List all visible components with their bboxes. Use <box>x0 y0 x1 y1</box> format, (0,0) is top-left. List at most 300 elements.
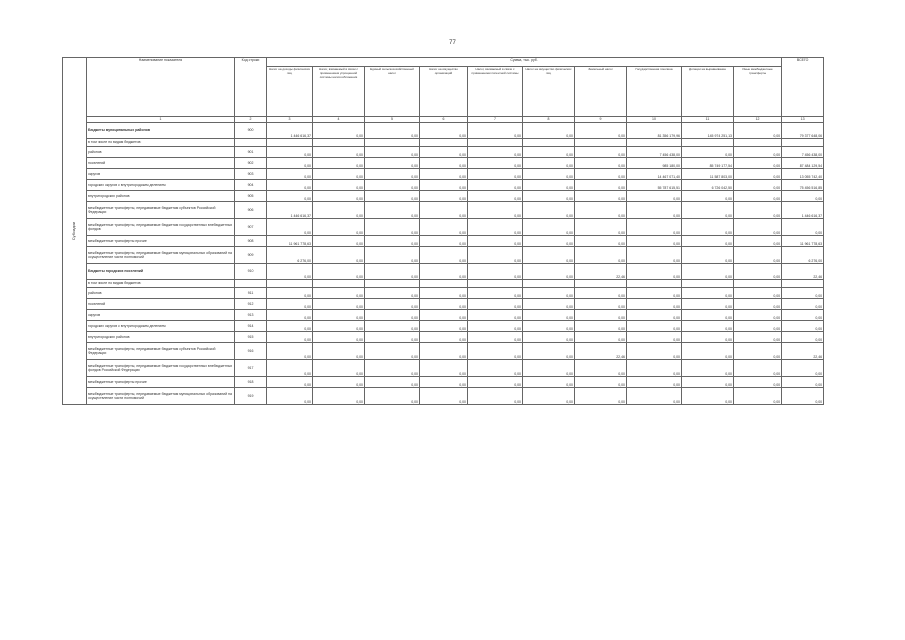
cell-value: 0,00 <box>627 247 682 264</box>
cell-value: 0,00 <box>627 236 682 247</box>
cell-value: 0,00 <box>313 388 365 405</box>
row-label: межбюджетные трансферты, передаваемые бюджетам субъектов Российской Федерации <box>87 202 235 219</box>
cell-value: 0,00 <box>782 299 824 310</box>
cell-value: 0,00 <box>575 288 627 299</box>
cell-value: 0,00 <box>313 123 365 139</box>
row-code: 917 <box>235 360 267 377</box>
cell-value: 22,46 <box>575 264 627 280</box>
cell-value: 0,00 <box>575 310 627 321</box>
cell-value: 0,00 <box>734 332 782 343</box>
cell-value: 0,00 <box>365 236 420 247</box>
cell-value: 0,00 <box>313 169 365 180</box>
cell-value: 0,00 <box>365 388 420 405</box>
cell-value: 0,00 <box>365 321 420 332</box>
cell-value: 0,00 <box>313 321 365 332</box>
cell-value: 0,00 <box>420 310 468 321</box>
cell-value: 0,00 <box>313 299 365 310</box>
cell-value: 0,00 <box>782 388 824 405</box>
cell-value: 6 276,00 <box>782 247 824 264</box>
row-code: 910 <box>235 264 267 280</box>
header-name: Наименование показателя <box>87 58 235 117</box>
row-label: межбюджетные трансферты прочие <box>87 236 235 247</box>
row-label: межбюджетные трансферты, передаваемые бюджетам муниципальных образований на осуществление части полномочий <box>87 388 235 405</box>
cell-value <box>523 139 575 147</box>
cell-value: 22,46 <box>782 343 824 360</box>
row-code: 906 <box>235 202 267 219</box>
cell-value: 0,00 <box>468 264 523 280</box>
cell-value: 0,00 <box>523 321 575 332</box>
cell-value: 0,00 <box>420 158 468 169</box>
row-code: 915 <box>235 332 267 343</box>
cell-value <box>313 280 365 288</box>
cell-value: 0,00 <box>420 180 468 191</box>
cell-value: 0,00 <box>365 310 420 321</box>
cell-value: 0,00 <box>365 332 420 343</box>
cell-value <box>365 139 420 147</box>
cell-value: 0,00 <box>523 158 575 169</box>
cell-value <box>468 139 523 147</box>
cell-value: 0,00 <box>267 288 313 299</box>
cell-value: 0,00 <box>734 180 782 191</box>
table-row <box>63 147 824 158</box>
row-label: Бюджеты муниципальных районов <box>87 123 235 139</box>
cell-value: 0,00 <box>575 202 627 219</box>
cell-value: 0,00 <box>313 377 365 388</box>
cell-value: 0,00 <box>575 219 627 236</box>
section-row <box>63 264 824 280</box>
cell-value: 0,00 <box>682 360 734 377</box>
row-code: 904 <box>235 180 267 191</box>
cell-value: 0,00 <box>682 288 734 299</box>
column-header: Дотации на выравнивание <box>682 67 734 117</box>
row-code: 911 <box>235 288 267 299</box>
cell-value <box>267 139 313 147</box>
cell-value <box>575 280 627 288</box>
row-code <box>235 139 267 147</box>
cell-value: 0,00 <box>313 288 365 299</box>
column-number: 5 <box>365 117 420 123</box>
cell-value: 0,00 <box>575 299 627 310</box>
cell-value: 145 974 251,13 <box>682 123 734 139</box>
cell-value: 0,00 <box>420 343 468 360</box>
cell-value <box>267 280 313 288</box>
cell-value <box>575 139 627 147</box>
column-number: 6 <box>420 117 468 123</box>
cell-value: 0,00 <box>734 158 782 169</box>
table-row <box>63 299 824 310</box>
cell-value <box>682 280 734 288</box>
cell-value: 0,00 <box>468 123 523 139</box>
cell-value <box>627 280 682 288</box>
column-number: 12 <box>734 117 782 123</box>
column-number: 13 <box>782 117 824 123</box>
cell-value: 0,00 <box>575 321 627 332</box>
row-label: межбюджетные трансферты, передаваемые бюджетам субъектов Российской Федерации <box>87 343 235 360</box>
cell-value: 0,00 <box>420 169 468 180</box>
column-header: Иные межбюджетные трансферты <box>734 67 782 117</box>
report-table <box>62 57 824 405</box>
side-label-cell <box>63 58 87 405</box>
column-number: 2 <box>235 117 267 123</box>
cell-value: 0,00 <box>365 180 420 191</box>
cell-value: 0,00 <box>575 169 627 180</box>
cell-value: 0,00 <box>682 343 734 360</box>
cell-value: 0,00 <box>468 343 523 360</box>
cell-value: 0,00 <box>313 180 365 191</box>
cell-value <box>734 139 782 147</box>
row-code: 900 <box>235 123 267 139</box>
cell-value: 0,00 <box>468 191 523 202</box>
cell-value: 0,00 <box>734 377 782 388</box>
column-number: 10 <box>627 117 682 123</box>
column-number: 9 <box>575 117 627 123</box>
cell-value: 0,00 <box>734 299 782 310</box>
row-code <box>235 280 267 288</box>
cell-value: 0,00 <box>365 288 420 299</box>
cell-value: 0,00 <box>420 264 468 280</box>
row-label: межбюджетные трансферты, передаваемые бюджетам муниципальных образований на осуществление части полномочий <box>87 247 235 264</box>
cell-value: 0,00 <box>523 147 575 158</box>
cell-value: 0,00 <box>267 158 313 169</box>
cell-value: 0,00 <box>523 191 575 202</box>
cell-value: 0,00 <box>734 169 782 180</box>
column-number: 4 <box>313 117 365 123</box>
cell-value: 0,00 <box>468 299 523 310</box>
cell-value <box>420 139 468 147</box>
cell-value: 0,00 <box>575 147 627 158</box>
cell-value: 0,00 <box>523 299 575 310</box>
cell-value: 0,00 <box>420 360 468 377</box>
table-row <box>63 321 824 332</box>
cell-value: 0,00 <box>468 310 523 321</box>
cell-value: 0,00 <box>782 360 824 377</box>
cell-value: 11 961 778,63 <box>267 236 313 247</box>
cell-value: 0,00 <box>365 202 420 219</box>
row-label: межбюджетные трансферты, передаваемые бюджетам государственных внебюджетных фондов <box>87 219 235 236</box>
cell-value: 0,00 <box>420 123 468 139</box>
cell-value: 0,00 <box>682 219 734 236</box>
cell-value: 0,00 <box>468 360 523 377</box>
page-number: 77 <box>449 40 456 46</box>
cell-value: 0,00 <box>313 343 365 360</box>
row-code: 905 <box>235 191 267 202</box>
cell-value: 0,00 <box>682 247 734 264</box>
cell-value: 0,00 <box>468 147 523 158</box>
column-header: Налог, взимаемый в связи с применением патентной системы <box>468 67 523 117</box>
cell-value: 0,00 <box>523 180 575 191</box>
cell-value: 0,00 <box>575 123 627 139</box>
cell-value: 0,00 <box>365 219 420 236</box>
cell-value: 0,00 <box>267 343 313 360</box>
cell-value: 0,00 <box>313 360 365 377</box>
cell-value: 85 749 177,54 <box>682 158 734 169</box>
cell-value: 0,00 <box>313 219 365 236</box>
table-row <box>63 247 824 264</box>
cell-value: 0,00 <box>468 332 523 343</box>
column-number: 7 <box>468 117 523 123</box>
cell-value: 0,00 <box>420 388 468 405</box>
cell-value: 0,00 <box>365 360 420 377</box>
cell-value: 0,00 <box>627 264 682 280</box>
cell-value: 0,00 <box>267 191 313 202</box>
cell-value: 14 467 071,40 <box>627 169 682 180</box>
column-header: Земельный налог <box>575 67 627 117</box>
cell-value: 0,00 <box>782 310 824 321</box>
cell-value: 81 356 179,96 <box>627 123 682 139</box>
cell-value: 0,00 <box>734 219 782 236</box>
cell-value: 0,00 <box>468 247 523 264</box>
row-code: 919 <box>235 388 267 405</box>
cell-value: 0,00 <box>468 169 523 180</box>
row-code: 914 <box>235 321 267 332</box>
cell-value: 0,00 <box>365 191 420 202</box>
cell-value: 0,00 <box>523 343 575 360</box>
cell-value: 0,00 <box>682 388 734 405</box>
cell-value: 0,00 <box>734 310 782 321</box>
side-label: Субсидии <box>71 221 77 241</box>
cell-value: 0,00 <box>734 191 782 202</box>
cell-value <box>627 139 682 147</box>
cell-value: 0,00 <box>682 332 734 343</box>
cell-value: 0,00 <box>365 123 420 139</box>
table-row <box>63 388 824 405</box>
cell-value: 87 484 129,54 <box>782 158 824 169</box>
cell-value: 0,00 <box>523 202 575 219</box>
row-label: внутригородских районов <box>87 332 235 343</box>
cell-value: 0,00 <box>420 219 468 236</box>
column-number: 8 <box>523 117 575 123</box>
cell-value: 0,00 <box>734 247 782 264</box>
cell-value: 0,00 <box>523 169 575 180</box>
cell-value: 0,00 <box>468 321 523 332</box>
cell-value: 0,00 <box>523 360 575 377</box>
header-code: Код строки <box>235 58 267 117</box>
cell-value: 0,00 <box>313 236 365 247</box>
cell-value: 0,00 <box>365 299 420 310</box>
row-code: 907 <box>235 219 267 236</box>
cell-value: 0,00 <box>734 343 782 360</box>
cell-value: 0,00 <box>420 288 468 299</box>
cell-value: 1 446 616,37 <box>267 202 313 219</box>
row-label: в том числе по видам бюджетов: <box>87 139 235 147</box>
table-row <box>63 139 824 147</box>
cell-value: 0,00 <box>523 236 575 247</box>
header-total: ВСЕГО <box>782 58 824 117</box>
table-row <box>63 219 824 236</box>
cell-value: 0,00 <box>468 288 523 299</box>
cell-value: 0,00 <box>627 343 682 360</box>
cell-value: 0,00 <box>267 332 313 343</box>
column-header: Государственная пошлина <box>627 67 682 117</box>
row-label: городских округов с внутригородским делением <box>87 180 235 191</box>
cell-value: 0,00 <box>267 388 313 405</box>
cell-value: 0,00 <box>267 219 313 236</box>
cell-value: 0,00 <box>523 288 575 299</box>
cell-value: 0,00 <box>734 123 782 139</box>
cell-value <box>365 280 420 288</box>
cell-value: 0,00 <box>523 377 575 388</box>
row-label: внутригородских районов <box>87 191 235 202</box>
cell-value: 0,00 <box>313 264 365 280</box>
cell-value <box>734 280 782 288</box>
cell-value: 0,00 <box>267 169 313 180</box>
cell-value: 0,00 <box>734 236 782 247</box>
cell-value <box>420 280 468 288</box>
table-row <box>63 191 824 202</box>
cell-value: 0,00 <box>682 264 734 280</box>
column-number: 1 <box>87 117 235 123</box>
cell-value: 0,00 <box>420 332 468 343</box>
cell-value: 0,00 <box>468 180 523 191</box>
cell-value: 0,00 <box>782 332 824 343</box>
row-label: в том числе по видам бюджетов: <box>87 280 235 288</box>
table-row <box>63 377 824 388</box>
cell-value: 0,00 <box>627 288 682 299</box>
column-header: Единый сельскохозяйственный налог <box>365 67 420 117</box>
column-header: Налог на доходы физических лиц <box>267 67 313 117</box>
cell-value: 0,00 <box>734 202 782 219</box>
column-header: Налог на имущество физических лиц <box>523 67 575 117</box>
cell-value: 0,00 <box>420 147 468 158</box>
cell-value: 1 446 616,37 <box>782 202 824 219</box>
cell-value: 7 456 438,00 <box>627 147 682 158</box>
row-code: 908 <box>235 236 267 247</box>
cell-value: 0,00 <box>313 191 365 202</box>
cell-value: 0,00 <box>420 299 468 310</box>
table-row <box>63 236 824 247</box>
cell-value: 0,00 <box>468 219 523 236</box>
cell-value: 0,00 <box>523 247 575 264</box>
cell-value: 0,00 <box>267 321 313 332</box>
cell-value: 0,00 <box>627 388 682 405</box>
cell-value: 0,00 <box>267 180 313 191</box>
cell-value: 0,00 <box>627 360 682 377</box>
cell-value: 0,00 <box>420 236 468 247</box>
cell-value: 0,00 <box>627 191 682 202</box>
cell-value: 0,00 <box>575 332 627 343</box>
cell-value: 0,00 <box>734 147 782 158</box>
row-label: районов <box>87 288 235 299</box>
cell-value: 0,00 <box>575 236 627 247</box>
cell-value: 22,46 <box>575 343 627 360</box>
cell-value: 22,46 <box>782 264 824 280</box>
cell-value: 0,00 <box>420 321 468 332</box>
cell-value: 0,00 <box>468 236 523 247</box>
row-code: 902 <box>235 158 267 169</box>
cell-value: 1 446 616,37 <box>267 123 313 139</box>
cell-value: 0,00 <box>365 264 420 280</box>
cell-value: 0,00 <box>575 388 627 405</box>
cell-value: 0,00 <box>682 299 734 310</box>
row-code: 918 <box>235 377 267 388</box>
cell-value: 0,00 <box>420 202 468 219</box>
table-row <box>63 288 824 299</box>
cell-value: 0,00 <box>420 247 468 264</box>
cell-value: 0,00 <box>468 377 523 388</box>
cell-value: 0,00 <box>782 377 824 388</box>
cell-value: 0,00 <box>468 158 523 169</box>
cell-value: 0,00 <box>627 310 682 321</box>
row-code: 903 <box>235 169 267 180</box>
cell-value: 0,00 <box>782 288 824 299</box>
cell-value: 0,00 <box>575 191 627 202</box>
table-row <box>63 280 824 288</box>
cell-value: 0,00 <box>267 264 313 280</box>
row-label: Бюджеты городских поселений <box>87 264 235 280</box>
cell-value: 0,00 <box>267 377 313 388</box>
cell-value: 0,00 <box>782 191 824 202</box>
cell-value: 0,00 <box>313 332 365 343</box>
cell-value: 0,00 <box>682 236 734 247</box>
cell-value: 13 055 742,40 <box>782 169 824 180</box>
cell-value: 0,00 <box>365 343 420 360</box>
table-row <box>63 310 824 321</box>
cell-value <box>468 280 523 288</box>
cell-value: 79 377 648,06 <box>782 123 824 139</box>
cell-value: 0,00 <box>682 321 734 332</box>
cell-value: 0,00 <box>627 377 682 388</box>
table-row <box>63 360 824 377</box>
row-code: 912 <box>235 299 267 310</box>
cell-value: 0,00 <box>575 377 627 388</box>
column-header: Налог, взимаемый в связи с применением упрощенной системы налогообложения <box>313 67 365 117</box>
cell-value: 0,00 <box>682 191 734 202</box>
table-row <box>63 169 824 180</box>
cell-value: 0,00 <box>682 310 734 321</box>
cell-value: 0,00 <box>734 288 782 299</box>
cell-value: 0,00 <box>523 123 575 139</box>
cell-value: 0,00 <box>267 360 313 377</box>
row-label: межбюджетные трансферты прочие <box>87 377 235 388</box>
cell-value: 0,00 <box>365 158 420 169</box>
row-label: округов <box>87 169 235 180</box>
cell-value: 0,00 <box>313 158 365 169</box>
cell-value: 0,00 <box>782 321 824 332</box>
cell-value <box>523 280 575 288</box>
cell-value: 0,00 <box>682 377 734 388</box>
cell-value: 0,00 <box>734 388 782 405</box>
row-label: городских округов с внутригородским делением <box>87 321 235 332</box>
cell-value <box>782 139 824 147</box>
cell-value: 75 456 516,85 <box>782 180 824 191</box>
cell-value: 11 961 778,63 <box>782 236 824 247</box>
row-label: районов <box>87 147 235 158</box>
cell-value: 0,00 <box>523 219 575 236</box>
cell-value <box>313 139 365 147</box>
cell-value: 0,00 <box>575 158 627 169</box>
cell-value: 0,00 <box>575 247 627 264</box>
cell-value: 0,00 <box>523 264 575 280</box>
header-period-group: Сумма, тыс. руб. <box>267 58 782 67</box>
cell-value: 0,00 <box>365 247 420 264</box>
cell-value: 0,00 <box>627 219 682 236</box>
cell-value: 0,00 <box>365 147 420 158</box>
cell-value: 55 787 615,51 <box>627 180 682 191</box>
cell-value: 0,00 <box>734 264 782 280</box>
row-code: 916 <box>235 343 267 360</box>
cell-value: 0,00 <box>313 247 365 264</box>
table-row <box>63 202 824 219</box>
row-code: 901 <box>235 147 267 158</box>
cell-value: 0,00 <box>782 219 824 236</box>
row-label: поселений <box>87 158 235 169</box>
cell-value: 0,00 <box>420 191 468 202</box>
column-header: Налог на имущество организаций <box>420 67 468 117</box>
cell-value: 0,00 <box>627 321 682 332</box>
cell-value: 0,00 <box>365 377 420 388</box>
cell-value: 0,00 <box>468 202 523 219</box>
cell-value: 0,00 <box>267 299 313 310</box>
